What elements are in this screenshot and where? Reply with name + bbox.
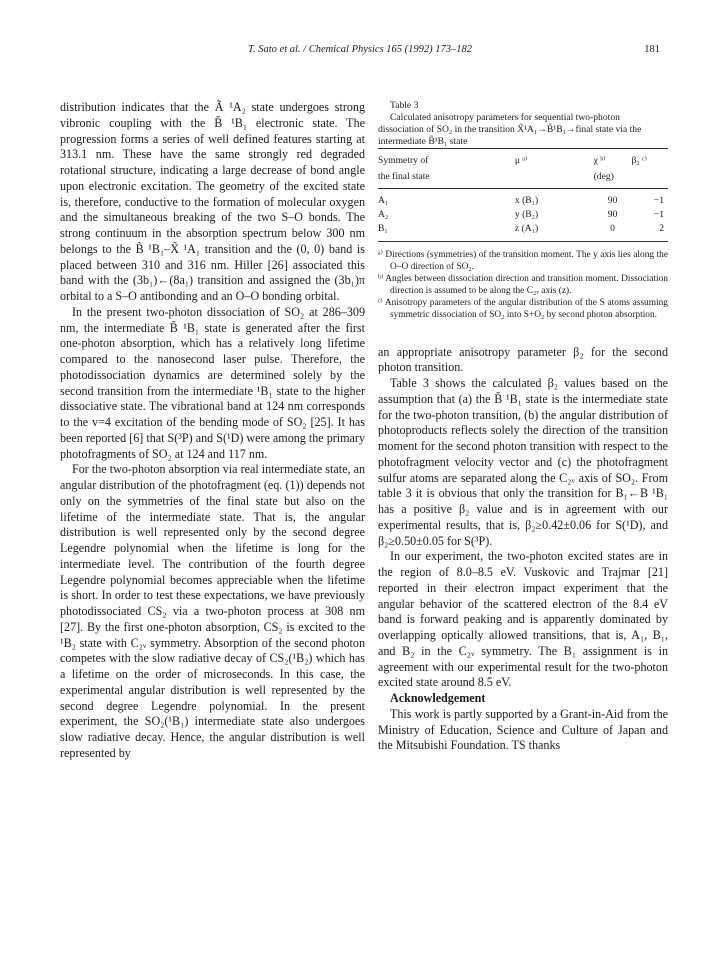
cell-chi: 0	[594, 222, 632, 242]
right-column	[378, 100, 668, 754]
header-beta: β₂ ᶜ⁾	[632, 149, 668, 170]
table-label: Table 3	[390, 100, 419, 111]
cell-chi: 90	[607, 195, 618, 206]
spacer	[378, 323, 668, 345]
cell-mu: z (A₁)	[475, 222, 594, 242]
cell-mu: x (B₁)	[514, 195, 539, 206]
cell-beta: 2	[632, 222, 668, 242]
paragraph: an appropriate anisotropy parameter β₂ for the second photon transition.	[378, 344, 668, 375]
paragraph: Table 3 shows the calculated β₂ values based on the assumption that (a) the B̃ ¹B₁ state is the intermediate state for the two-photon transition, (b) the angular distribution of photoproducts reflects solely the direction of the transition moment for the second photon transition with respect to the photofragment velocity vector and (c) the photofragment sulfur atoms are separated along the C₂ᵥ axis of SO₂. From table 3 it is obvious that only the transition for B₁←B ¹B₁ has a positive β₂ value and is in agreement with our experimental results, that is, β₂≥0.42±0.06 for S(¹D), and β₂≥0.50±0.05 for S(³P).	[378, 376, 668, 548]
header-beta-blank	[632, 169, 668, 189]
table-row	[378, 208, 668, 222]
paragraph: In our experiment, the two-photon excited states are in the region of 8.0–8.5 eV. Vuskovic and Trajmar [21] reported in their electron impact experiment that the angular behavior of the scattered electron of the 8.4 eV band is forward peaking and is apparently dominated by overlapping optically allowed transitions, that is, A₁, B₁, and B₂ in the C₂ᵥ symmetry. The B₁ assignment is in agreement with our experimental result for the two-photon excited state around 8.5 eV.	[378, 549, 668, 690]
table-row	[378, 222, 668, 242]
left-column	[60, 100, 365, 762]
table-caption: Calculated anisotropy parameters for sequential two-photon dissociation of SO₂ in the transition X̃¹A₁→B̃¹B₁→final state via the intermediate B̃¹B₁ state	[378, 112, 642, 147]
footnote-c: ᶜ⁾ Anisotropy parameters of the angular distribution of the S atoms assuming symmetric dissociation of SO₂ into S+O₂ by second photon absorption.	[378, 298, 668, 320]
running-head	[0, 44, 720, 55]
cell-chi: 90	[607, 209, 618, 220]
cell-beta: −1	[653, 209, 664, 220]
anisotropy-table	[378, 148, 668, 242]
paragraph: distribution indicates that the Ã ¹A₂ state undergoes strong vibronic coupling with the B̃ ¹B₁ electronic state. The progression forms a series of well defined features starting at 313.1 nm. These have the same strongly red degraded rotational structure, indicating a large decrease of bond angle upon electronic excitation. The geometry of the excited state is, therefore, conductive to the formation of molecular oxygen and the simultaneous breaking of the two S–O bonds. The strong continuum in the absorption spectrum below 300 nm belongs to the B̃ ¹B₁–X̃ ¹A₁ transition and the (0, 0) band is placed between 310 and 316 nm. Hiller [26] associated this band with the (3b₁)←(8a₁) transition and assigned the (3b₁)π orbital to a S–O antibonding and an O–O bonding orbital.	[60, 100, 365, 303]
table-row	[378, 189, 668, 209]
paragraph: For the two-photon absorption via real intermediate state, an angular distribution of the photofragment (eq. (1)) depends not only on the symmetries of the final state but also on the lifetime of the intermediate state. That is, the angular distribution is well represented only by the second degree Legendre polynomial when the lifetime is long for the intermediate level. The contribution of the fourth degree Legendre polynomial becomes appreciable when the lifetime is short. In order to test these expectations, we have previously photodissociated CS₂ via a two-photon process at 308 nm [27]. By the first one-photon absorption, CS₂ is excited to the ¹B₂ state with C₂ᵥ symmetry. Absorption of the second photon competes with the slow radiative decay of CS₂(¹B₂) which has a lifetime on the order of microseconds. In this case, the experimental angular distribution is well represented by the second degree Legendre polynomial. In the present experiment, the SO₂(¹B₁) intermediate state also undergoes slow radiative decay. Hence, the angular distribution is well represented by	[60, 462, 365, 760]
running-head-text: T. Sato et al. / Chemical Physics 165 (1992) 173–182	[247, 44, 473, 55]
header-mu: μ ᵃ⁾	[475, 149, 594, 170]
header-chi-unit: (deg)	[594, 169, 632, 189]
footnote-a: ᵃ⁾ Directions (symmetries) of the transition moment. The y axis lies along the O–O direction of SO₂.	[378, 250, 668, 272]
cell-mu: y (B₂)	[514, 209, 539, 220]
page-number: 181	[644, 44, 660, 55]
header-symmetry-line2: the final state	[378, 169, 475, 189]
header-symmetry-line1: Symmetry of	[378, 149, 475, 170]
acknowledgement-heading: Acknowledgement	[390, 691, 486, 706]
footnote-b: ᵇ⁾ Angles between dissociation direction and transition moment. Dissociation direction is assumed to be along the C₂ᵥ axis (z).	[378, 274, 668, 296]
cell-symmetry: A₂	[378, 209, 389, 220]
table-footnotes	[378, 250, 668, 322]
paragraph: In the present two-photon dissociation of SO₂ at 286–309 nm, the intermediate B̃ ¹B₁ state is generated after the first one-photon absorption, which has a relatively long lifetime compared to the nanosecond laser pulse. Therefore, the photodissociation dynamics are determined solely by the second transition from the intermediate ¹B₁ state to the higher dissociative state. The vibrational band at 124 nm corresponds to the v=4 excitation of the bending mode of SO₂ [25]. It has been reported [6] that S(³P) and S(¹D) were among the primary photofragments of SO₂ at 124 and 117 nm.	[60, 304, 365, 461]
acknowledgement-text: This work is partly supported by a Grant-in-Aid from the Ministry of Education, Science and Culture of Japan and the Mitsubishi Foundation. TS thanks	[378, 706, 668, 753]
header-chi: χ ᵇ⁾	[594, 149, 632, 170]
header-mu-blank	[475, 169, 594, 189]
cell-symmetry: A₁	[378, 195, 389, 206]
table-3	[378, 100, 668, 322]
cell-beta: −1	[653, 195, 664, 206]
cell-symmetry: B₁	[378, 222, 475, 242]
